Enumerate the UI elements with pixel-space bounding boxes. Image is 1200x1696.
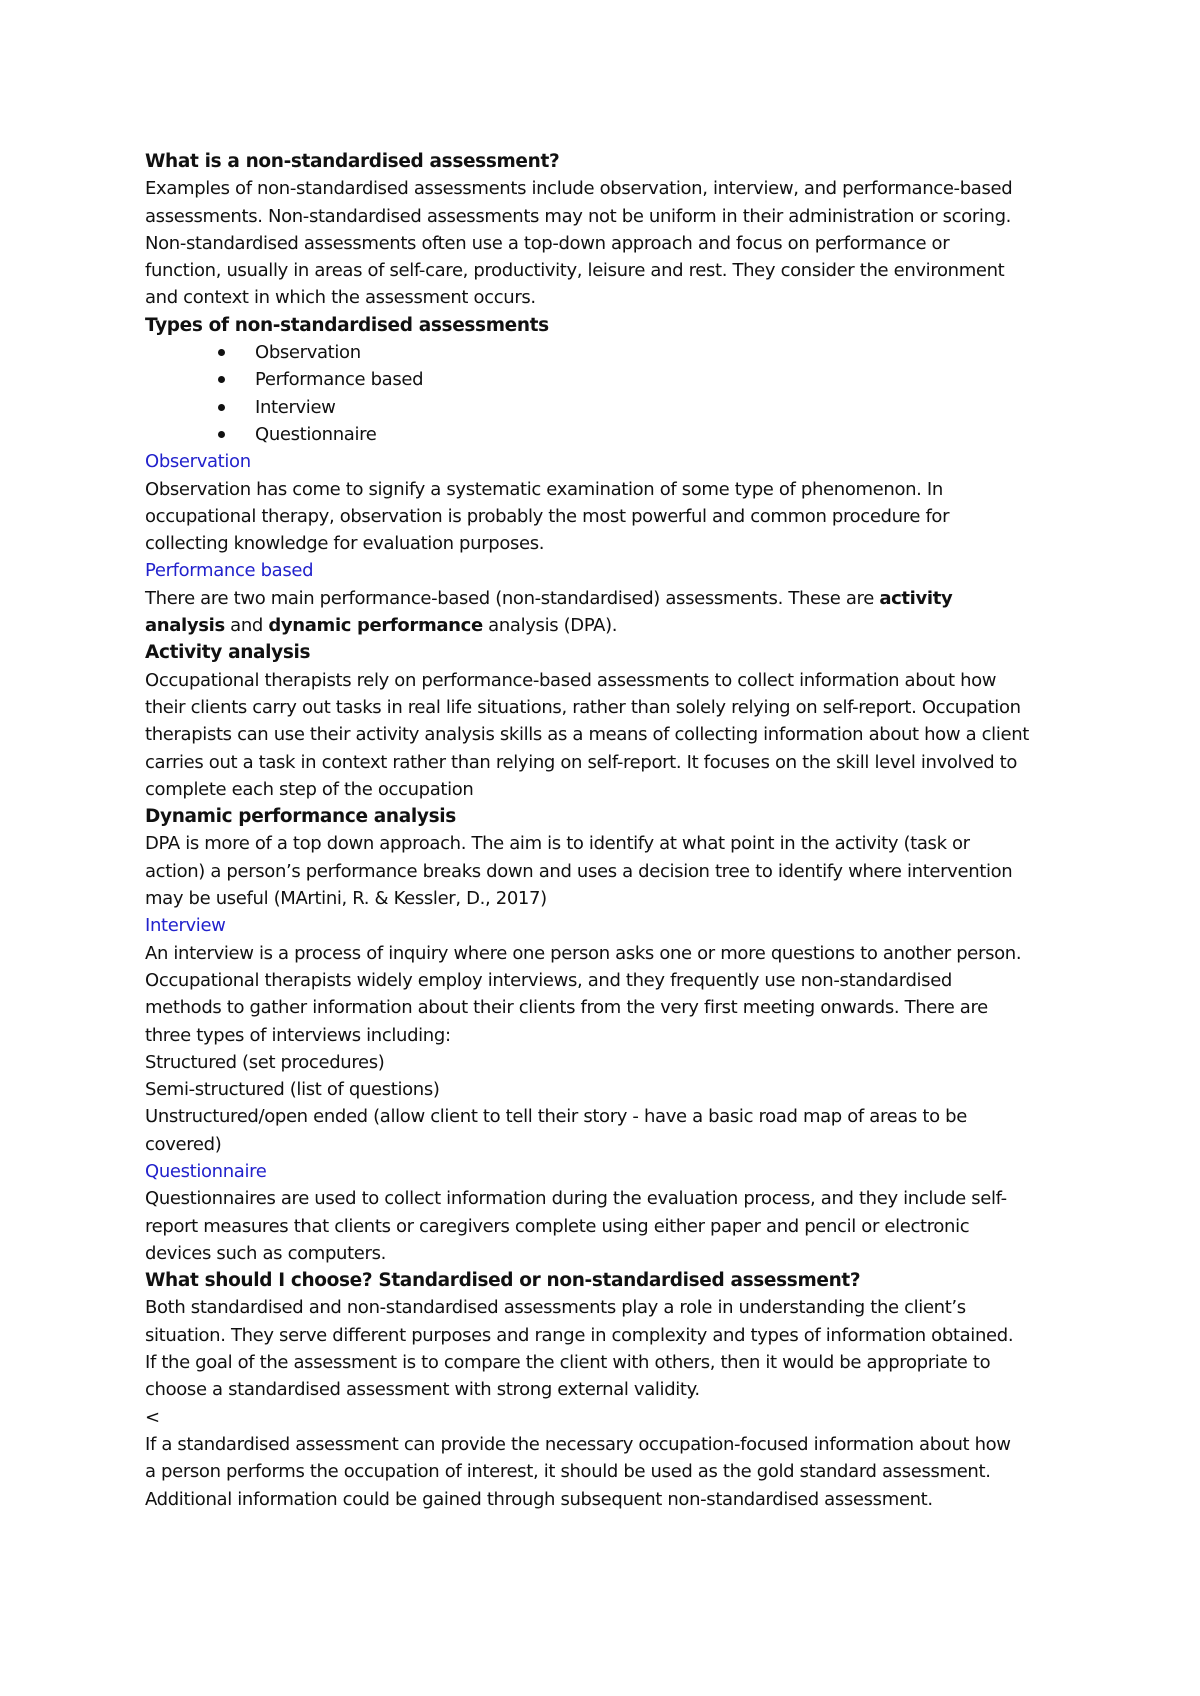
heading-what-should-i-choose: What should I choose? Standardised or non-standardised assessment? (145, 1270, 861, 1292)
body-line: Observation has come to signify a systematic examination of some type of phenomenon. In (145, 478, 943, 500)
body-line (145, 585, 1075, 612)
bold-term: activity (879, 587, 953, 609)
list-item (145, 339, 1075, 366)
body-line: a person performs the occupation of interest, it should be used as the gold standard assessment. (145, 1461, 991, 1483)
body-line: their clients carry out tasks in real life situations, rather than solely relying on self-report. Occupation (145, 696, 1021, 718)
body-line: Structured (set procedures) (145, 1051, 385, 1073)
subheading-observation: Observation (145, 451, 251, 473)
document-page (145, 148, 1075, 1513)
body-line: An interview is a process of inquiry where one person asks one or more questions to another person. (145, 942, 1022, 964)
body-line: assessments. Non-standardised assessments may not be uniform in their administration or scoring. (145, 205, 1012, 227)
body-line: Unstructured/open ended (allow client to tell their story - have a basic road map of areas to be (145, 1106, 967, 1128)
body-line: Occupational therapists widely employ interviews, and they frequently use non-standardised (145, 969, 953, 991)
list-item-label: Performance based (255, 369, 424, 391)
body-line: therapists can use their activity analysis skills as a means of collecting information about how a client (145, 724, 1029, 746)
body-line: If the goal of the assessment is to compare the client with others, then it would be appropriate to (145, 1352, 991, 1374)
list-item-label: Questionnaire (255, 423, 377, 445)
body-line: occupational therapy, observation is probably the most powerful and common procedure for (145, 505, 950, 527)
body-line: choose a standardised assessment with strong external validity. (145, 1379, 700, 1401)
body-line: covered) (145, 1133, 222, 1155)
list-item (145, 421, 1075, 448)
subheading-questionnaire: Questionnaire (145, 1160, 267, 1182)
body-line: Examples of non-standardised assessments include observation, interview, and performance-based (145, 178, 1013, 200)
bullet-icon (218, 431, 225, 438)
body-line: Non-standardised assessments often use a top-down approach and focus on performance or (145, 232, 950, 254)
body-line: three types of interviews including: (145, 1024, 451, 1046)
body-line: devices such as computers. (145, 1242, 386, 1264)
body-line: Occupational therapists rely on performance-based assessments to collect information about how (145, 669, 997, 691)
body-line: and context in which the assessment occurs. (145, 287, 536, 309)
heading-what-is: What is a non-standardised assessment? (145, 151, 560, 172)
text-run: There are two main performance-based (non-standardised) assessments. These are (145, 587, 880, 609)
body-line: action) a person’s performance breaks down and uses a decision tree to identify where intervention (145, 860, 1013, 882)
bold-term: dynamic performance (268, 615, 483, 637)
body-line: Additional information could be gained through subsequent non-standardised assessment. (145, 1488, 933, 1510)
body-line: may be useful (MArtini, R. & Kessler, D., 2017) (145, 888, 547, 910)
heading-dynamic-performance: Dynamic performance analysis (145, 806, 456, 828)
body-line: report measures that clients or caregivers complete using either paper and pencil or electronic (145, 1215, 970, 1237)
body-line: methods to gather information about their clients from the very first meeting onwards. There are (145, 997, 988, 1019)
list-item (145, 366, 1075, 393)
list-item-label: Observation (255, 342, 361, 364)
body-line: Questionnaires are used to collect information during the evaluation process, and they include self- (145, 1188, 1007, 1210)
body-line: collecting knowledge for evaluation purposes. (145, 533, 545, 555)
body-line: < (145, 1406, 160, 1428)
heading-activity-analysis: Activity analysis (145, 642, 311, 664)
body-line: Both standardised and non-standardised assessments play a role in understanding the client’s (145, 1297, 966, 1319)
text-run: analysis (DPA). (482, 615, 618, 637)
text-run: and (224, 615, 269, 637)
subheading-performance: Performance based (145, 560, 314, 582)
list-item (145, 394, 1075, 421)
bullet-icon (218, 349, 225, 356)
body-line: carries out a task in context rather than relying on self-report. It focuses on the skill level involved to (145, 751, 1018, 773)
body-line: DPA is more of a top down approach. The aim is to identify at what point in the activity (task or (145, 833, 970, 855)
heading-types: Types of non-standardised assessments (145, 314, 549, 336)
body-line: Semi-structured (list of questions) (145, 1079, 440, 1101)
body-line (145, 612, 1075, 639)
body-line: If a standardised assessment can provide the necessary occupation-focused information about how (145, 1433, 1011, 1455)
bullet-icon (218, 404, 225, 411)
list-item-label: Interview (255, 396, 336, 418)
body-line: situation. They serve different purposes and range in complexity and types of information obtained. (145, 1324, 1014, 1346)
subheading-interview: Interview (145, 915, 226, 937)
body-line: function, usually in areas of self-care, productivity, leisure and rest. They consider the environment (145, 260, 1005, 282)
bullet-icon (218, 376, 225, 383)
body-line: complete each step of the occupation (145, 778, 474, 800)
types-list (145, 339, 1075, 448)
bold-term: analysis (145, 615, 225, 637)
